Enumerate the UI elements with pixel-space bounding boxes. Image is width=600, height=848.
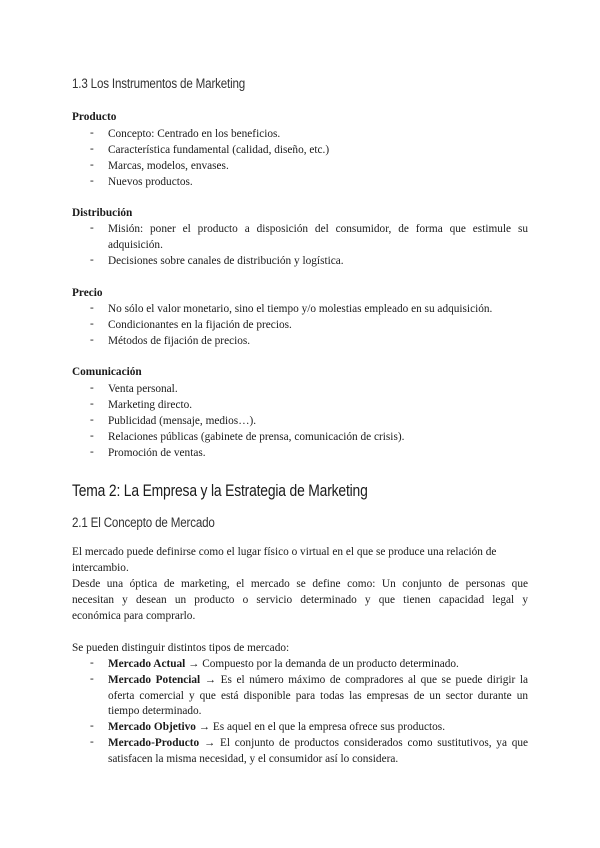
term-label: Mercado Actual xyxy=(108,658,186,670)
term-label: Mercado-Producto xyxy=(108,737,200,749)
paragraph-line: económica para comprarlo. xyxy=(72,610,196,622)
arrow-icon: → xyxy=(203,737,216,749)
arrow-icon: → xyxy=(204,674,217,686)
subheading-producto: Producto xyxy=(72,111,117,123)
chapter-heading-tema-2: Tema 2: La Empresa y la Estrategia de Marketing xyxy=(72,482,368,500)
term-label: Mercado Potencial xyxy=(108,674,201,686)
arrow-icon: → xyxy=(188,658,200,670)
term-label: Mercado Objetivo xyxy=(108,721,196,733)
paragraph-line: Se pueden distinguir distintos tipos de mercado: xyxy=(72,642,290,654)
subheading-distribucion: Distribución xyxy=(72,207,133,219)
paragraph-line: Desde una óptica de marketing, el mercado se define como: Un conjunto de personas que xyxy=(72,578,528,590)
paragraph-line: intercambio. xyxy=(72,562,129,574)
section-heading-1-3: 1.3 Los Instrumentos de Marketing xyxy=(72,76,246,91)
subheading-precio: Precio xyxy=(72,287,103,299)
document-page: 1.3 Los Instrumentos de Marketing Producto - Concepto: Centrado en los beneficios. - Característica fundamental (calidad, diseño, etc.) - Marcas, modelos, envases. - Nuevos productos. Distribución - Misión: poner el producto a disposición del consumidor, de forma que estimule su adquisición. - Decisiones sobre canales de distribución y logística. Precio - No sólo el valor monetario, sino el tiempo y/o molestias empleado en su adquisición. - Condicionantes en la fijación de precios. - Métodos de fijación de precios. Comunicación - Venta personal. - Marketing directo. - Publicidad (mensaje, medios…). - Relaciones públicas (gabinete de prensa, comunicación de crisis). - Promoción de ventas. Tema 2: La Empresa y la Estrategia de Marketing 2.1 El Concepto de Mercado El mercado puede definirse como el lugar físico o virtual en el que se produce una relación de intercambio. Desde una óptica de marketing, el mercado se define como: Un conjunto de personas que necesitan y desean un producto o servicio determinado y que tienen capacidad legal y económica para comprarlo. Se pueden distinguir distintos tipos de mercado: - Mercado Actual → Compuesto por la demanda de un producto determinado. - Mercado Potencial → Es el número máximo de compradores al que se puede dirigir la oferta comercial y que está disponible para todas las empresas de un sector durante un tiempo determinado. - Mercado Objetivo → Es aquel en el que la empresa ofrece sus productos. - Mercado-Producto → El conjunto de productos considerados como sustitutivos, ya que satisfacen la misma necesidad, y el consumidor así lo considera. xyxy=(72,76,529,765)
subheading-comunicacion: Comunicación xyxy=(72,366,142,378)
section-heading-2-1: 2.1 El Concepto de Mercado xyxy=(72,515,215,530)
arrow-icon: → xyxy=(198,721,211,733)
paragraph-line: El mercado puede definirse como el lugar físico o virtual en el que se produce una relación de xyxy=(72,546,497,558)
paragraph-line: necesitan y desean un producto o servicio determinado y que tienen capacidad legal y xyxy=(72,594,528,606)
